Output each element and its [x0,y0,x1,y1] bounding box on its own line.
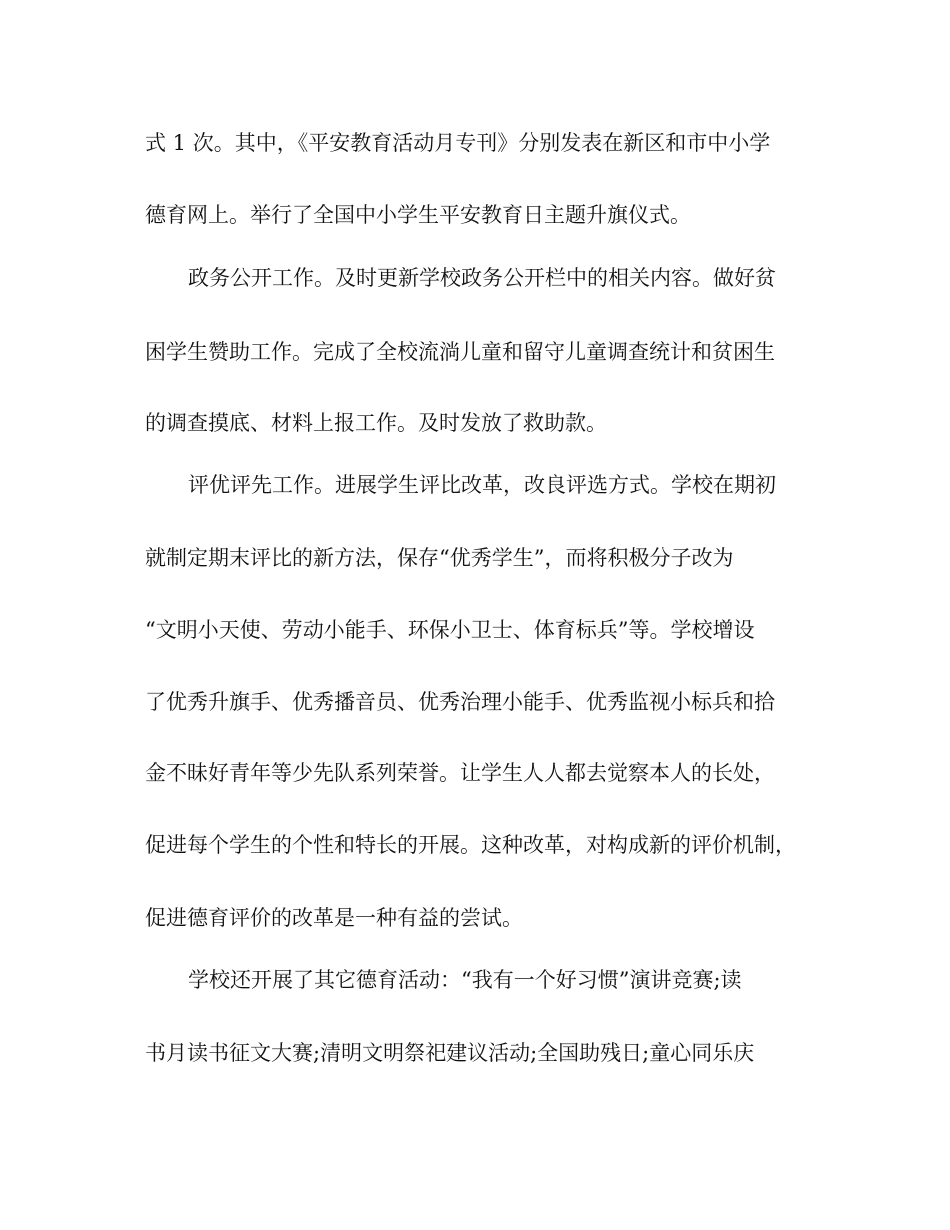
paragraph-start-line: 评优评先工作。进展学生评比改革，改良评选方式。学校在期初 [188,473,776,497]
body-text-line: 促进德育评价的改革是一种有益的尝试。 [145,906,523,930]
body-text-line: 就制定期末评比的新方法，保存“优秀学生”，而将积极分子改为 [145,546,734,570]
body-text-line: 式 1 次。其中，《平安教育活动月专刊》分别发表在新区和市中小学 [145,131,771,155]
body-text-line: 的调查摸底、材料上报工作。及时发放了救助款。 [145,411,607,435]
body-text-line: 困学生赞助工作。完成了全校流淌儿童和留守儿童调查统计和贫困生 [145,340,775,364]
body-text-line: “文明小天使、劳动小能手、环保小卫士、体育标兵”等。学校增设 [145,618,755,642]
body-text-line: 促进每个学生的个性和特长的开展。这种改革，对构成新的评价机制， [145,833,796,857]
body-text-line: 了优秀升旗手、优秀播音员、优秀治理小能手、优秀监视小标兵和拾 [145,690,775,714]
paragraph-start-line: 政务公开工作。及时更新学校政务公开栏中的相关内容。做好贫 [188,266,776,290]
paragraph-start-line: 学校还开展了其它德育活动：“我有一个好习惯”演讲竞赛;读 [188,968,742,992]
body-text-line: 德育网上。举行了全国中小学生平安教育日主题升旗仪式。 [145,203,691,227]
body-text-line: 金不昧好青年等少先队系列荣誉。让学生人人都去觉察本人的长处， [145,761,775,785]
body-text-line: 书月读书征文大赛;清明文明祭祀建议活动;全国助残日;童心同乐庆 [145,1041,755,1065]
